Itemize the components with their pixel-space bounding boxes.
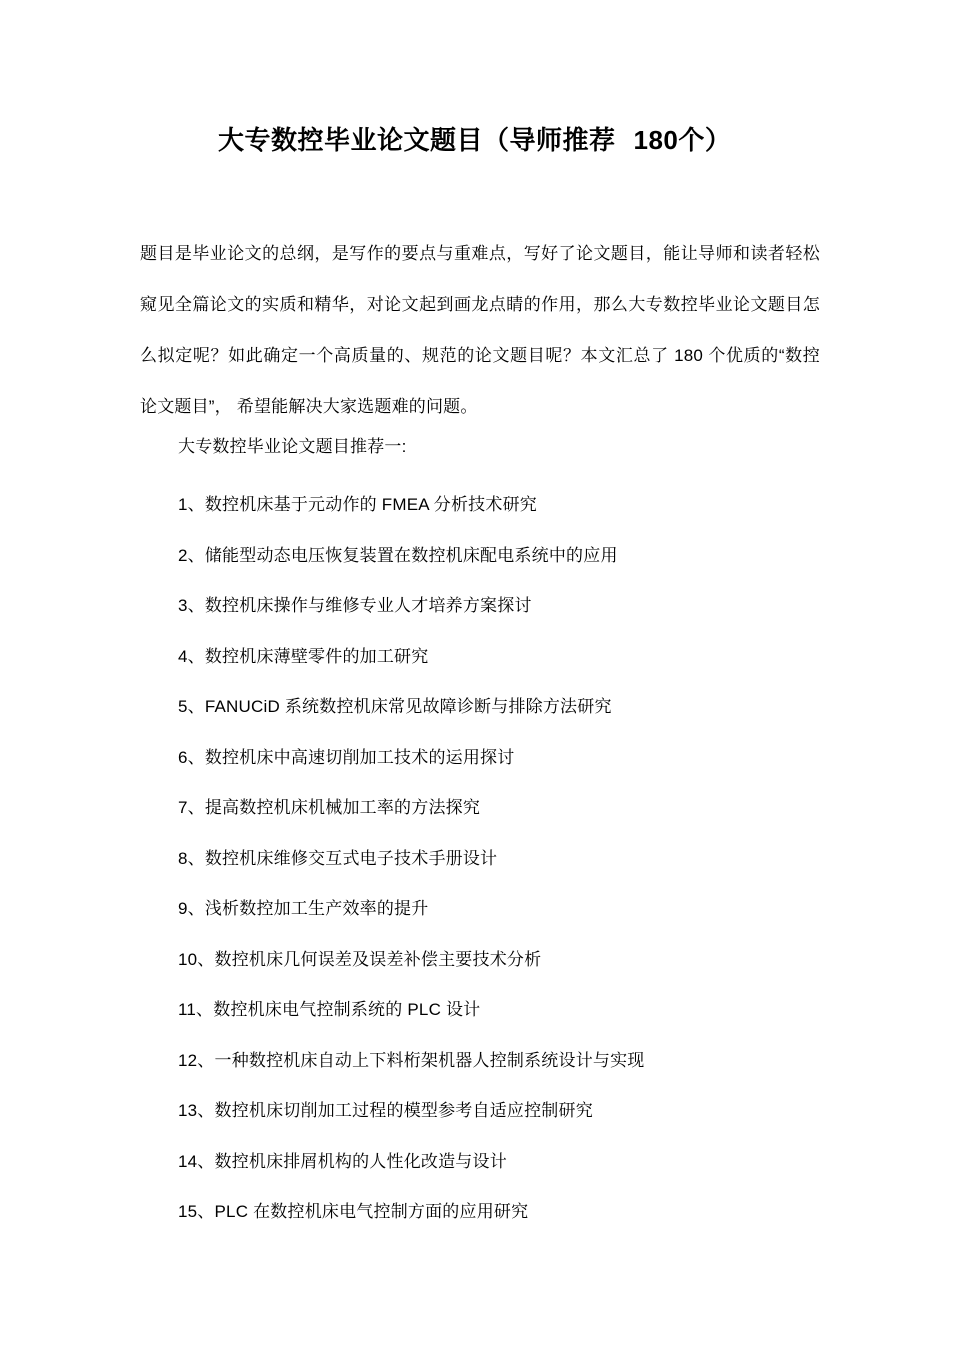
intro-block [140,228,820,432]
list-item: 15、PLC 在数控机床电气控制方面的应用研究 [178,1202,529,1221]
topic-list [178,480,878,1238]
list-item: 13、数控机床切削加工过程的模型参考自适应控制研究 [178,1101,593,1120]
list-item: 12、一种数控机床自动上下料桁架机器人控制系统设计与实现 [178,1050,645,1070]
list-item: 6、数控机床中高速切削加工技术的运用探讨 [178,747,515,767]
list-item: 4、数控机床薄壁零件的加工研究 [178,646,429,666]
list-item: 7、提高数控机床机械加工率的方法探究 [178,798,481,817]
page-title-text-2: 个） [678,125,732,155]
list-item: 10、数控机床几何误差及误差补偿主要技术分析 [178,949,542,969]
list-item: 11、数控机床电气控制系统的 PLC 设计 [178,1000,481,1019]
intro-paragraph: 题目是毕业论文的总纲，是写作的要点与重难点，写好了论文题目，能让导师和读者轻松窥见全篇论文的实质和精华，对论文起到画龙点睛的作用，那么大专数控毕业论文题目怎么拟定呢？如此确定一个高质量的、规范的论文题目呢？本文汇总了 180 个优质的“数控论文题目”， 希望能解决大家选题难的问题。 [140,244,820,416]
list-item: 3、数控机床操作与维修专业人才培养方案探讨 [178,596,532,615]
list-item: 14、数控机床排屑机构的人性化改造与设计 [178,1151,507,1171]
page-title [218,124,818,158]
list-item: 9、浅析数控加工生产效率的提升 [178,899,429,918]
list-item: 8、数控机床维修交互式电子技术手册设计 [178,848,498,868]
list-item: 1、数控机床基于元动作的 FMEA 分析技术研究 [178,495,537,514]
page-title-count: 180 [633,125,679,155]
section-heading: 大专数控毕业论文题目推荐一: [178,437,407,456]
list-item: 2、储能型动态电压恢复装置在数控机床配电系统中的应用 [178,545,618,565]
list-item: 5、FANUCiD 系统数控机床常见故障诊断与排除方法研究 [178,697,612,716]
page-title-text-1: 大专数控毕业论文题目（导师推荐 [218,125,616,155]
